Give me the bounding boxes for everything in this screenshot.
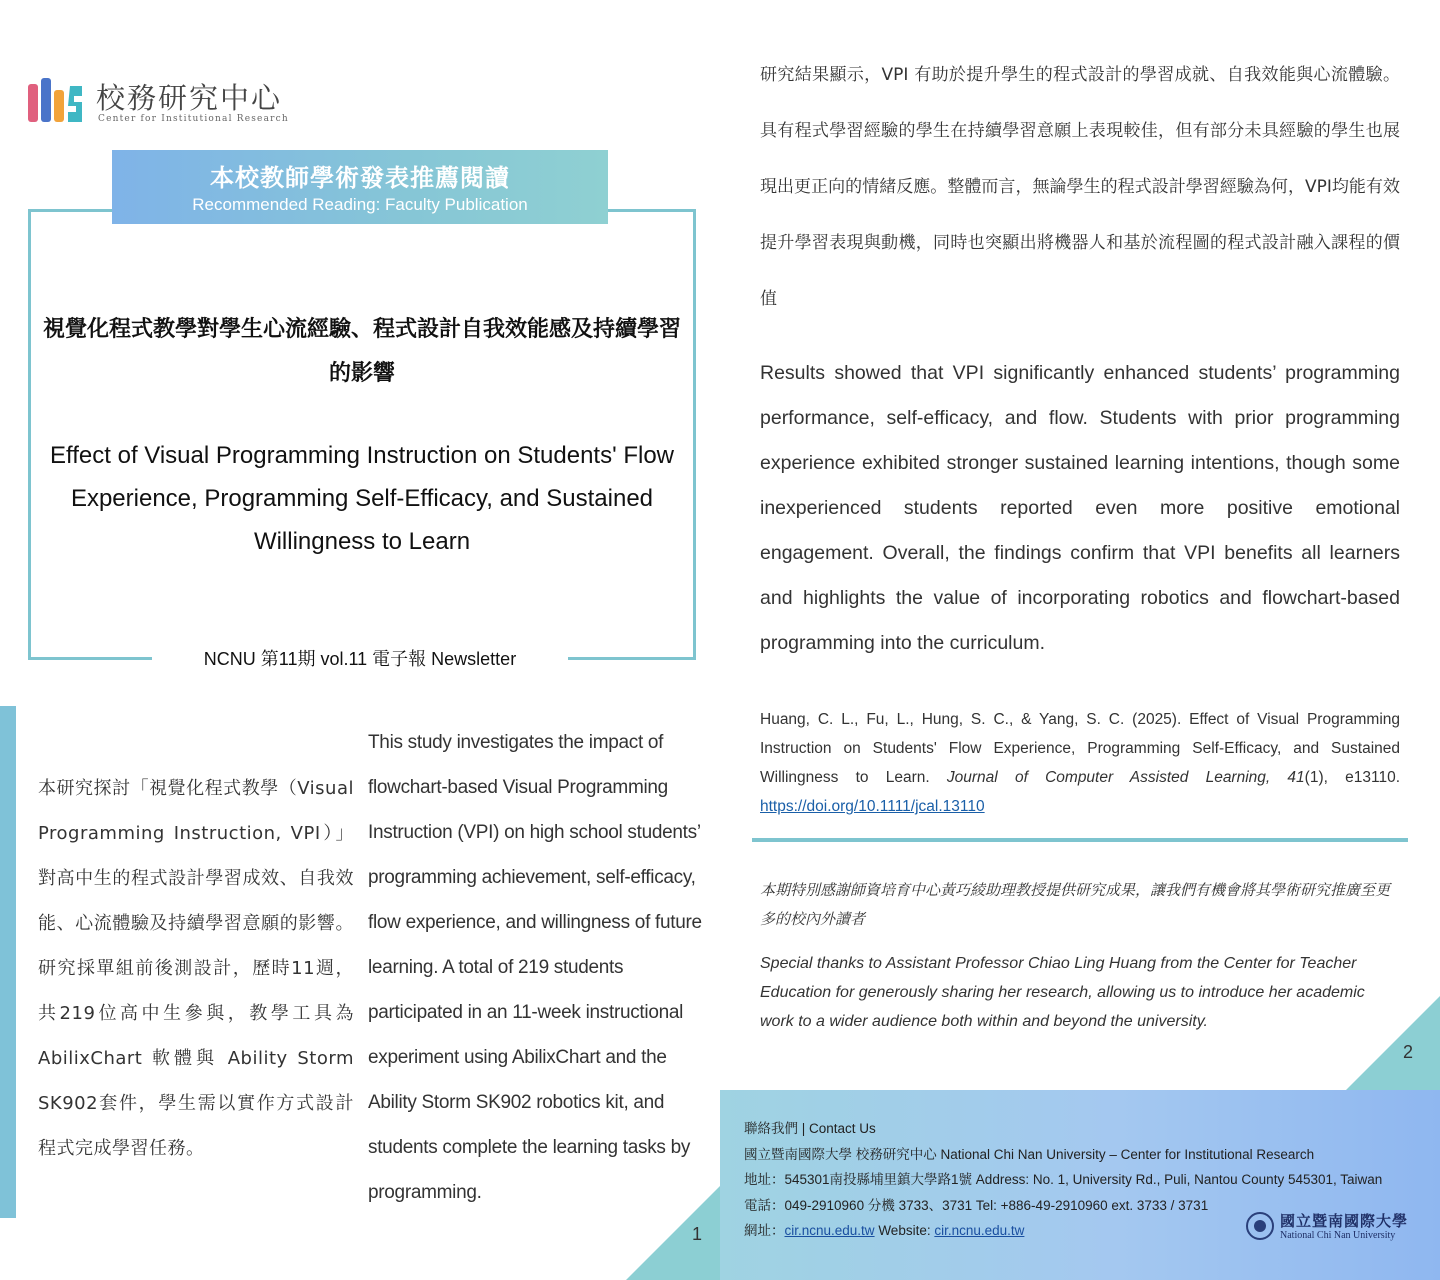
page-number-right: 2 [1403,1042,1414,1062]
frame-top-right-line [606,209,696,212]
cir-logo [26,74,296,130]
corner-triangle-right [1346,996,1440,1090]
contact-address: 地址：545301南投縣埔里鎮大學路1號 Address: No. 1, University Rd., Puli, Nantou County 545301, Taiwan [744,1172,1383,1187]
newsletter-label: NCNU 第11期 vol.11 電子報 Newsletter [203,649,517,669]
citation [760,705,1400,821]
contact-web-label-en: Website: [874,1223,935,1238]
logo-subtitle: Center for Institutional Research [98,114,289,124]
citation-authors: Huang, C. L., Fu, L., Hung, S. C., & Yang, S. C. (2025). Effect of Visual Programming Instruction on Students' Flow Experience, Programming Self‐Efficacy, and Sustained Willingness to Learn. [760,711,1400,786]
header-banner [112,150,608,224]
contact-phone: 電話：049-2910960 分機 3733、3731 Tel: +886-49-2910960 ext. 3733 / 3731 [744,1197,1209,1213]
contact-web-label-zh: 網址： [744,1223,785,1238]
abstract-zh: 本研究探討「視覺化程式教學（Visual Programming Instruction, VPI）」對高中生的程式設計學習成效、自我效能、心流體驗及持續學習意願的影響。研究採單組前後測設計，歷時11週，共219位高中生參與，教學工具為 AbilixChart 軟體與 Ability Storm SK902套件，學生需以實作方式設計程式完成學習任務。 [38,778,354,1159]
university-logo [1246,1208,1422,1248]
logo-title: 校務研究中心 [96,81,283,115]
university-name-zh: 國立暨南國際大學 [1280,1212,1409,1230]
citation-issue: (1), e13110. [1304,769,1401,786]
left-accent-bar [0,706,16,1218]
contact-heading: 聯絡我們 | Contact Us [744,1121,876,1136]
thanks-en: Special thanks to Assistant Professor Chiao Ling Huang from the Center for Teacher Education for generously sharing her research, allowing us to introduce her academic work to a wider audience both within and beyond the university. [760,955,1365,1030]
abstract-en: This study investigates the impact of flowchart-based Visual Programming Instruction (VPI) on high school students’ programming achievement, self-efficacy, flow experience, and willingness of future learning. A total of 219 students participated in an 11-week instructional experiment using AbilixChart and the Ability Storm SK902 robotics kit, and students complete the learning tasks by programming. [368,732,702,1203]
article-title-en: Effect of Visual Programming Instruction on Students' Flow Experience, Programming Self-Efficacy, and Sustained Willingness to Learn [50,442,674,555]
page-number-left: 1 [692,1224,703,1244]
section-divider [752,838,1408,842]
cir-logo-mark [26,76,86,124]
thanks-zh: 本期特別感謝師資培育中心黃巧綾助理教授提供研究成果，讓我們有機會將其學術研究推廣至更多的校內外讀者 [760,881,1391,928]
article-title-zh: 視覺化程式教學對學生心流經驗、程式設計自我效能感及持續學習的影響 [42,317,681,386]
university-seal-icon [1246,1212,1274,1240]
contact-org: 國立暨南國際大學 校務研究中心 National Chi Nan University – Center for Institutional Research [744,1146,1315,1162]
results-en: Results showed that VPI significantly enhanced students’ programming performance, self-efficacy, and flow. Students with prior programming experience exhibited stronger sustained learning intentions, though some inexperienced students reported even more positive emotional engagement. Overall, the findings confirm that VPI benefits all learners and highlights the value of incorporating robotics and flowchart-based programming into the curriculum. [760,362,1400,654]
results-zh: 研究結果顯示，VPI 有助於提升學生的程式設計的學習成就、自我效能與心流體驗。具有程式學習經驗的學生在持續學習意願上表現較佳，但有部分未具經驗的學生也展現出更正向的情緒反應。整體而言，無論學生的程式設計學習經驗為何，VPI均能有效提升學習表現與動機，同時也突顯出將機器人和基於流程圖的程式設計融入課程的價值 [760,65,1400,309]
frame-top-left-line [28,209,114,212]
corner-triangle-left [626,1186,720,1280]
banner-title-zh: 本校教師學術發表推薦閱讀 [210,164,510,192]
contact-web-link-zh[interactable]: cir.ncnu.edu.tw [784,1223,875,1238]
citation-doi-link[interactable]: https://doi.org/10.1111/jcal.13110 [760,798,985,815]
banner-title-en: Recommended Reading: Faculty Publication [192,195,528,214]
contact-web-link-en[interactable]: cir.ncnu.edu.tw [934,1223,1025,1238]
university-name-en: National Chi Nan University [1280,1230,1396,1241]
citation-journal: Journal of Computer Assisted Learning, 41 [946,769,1305,786]
